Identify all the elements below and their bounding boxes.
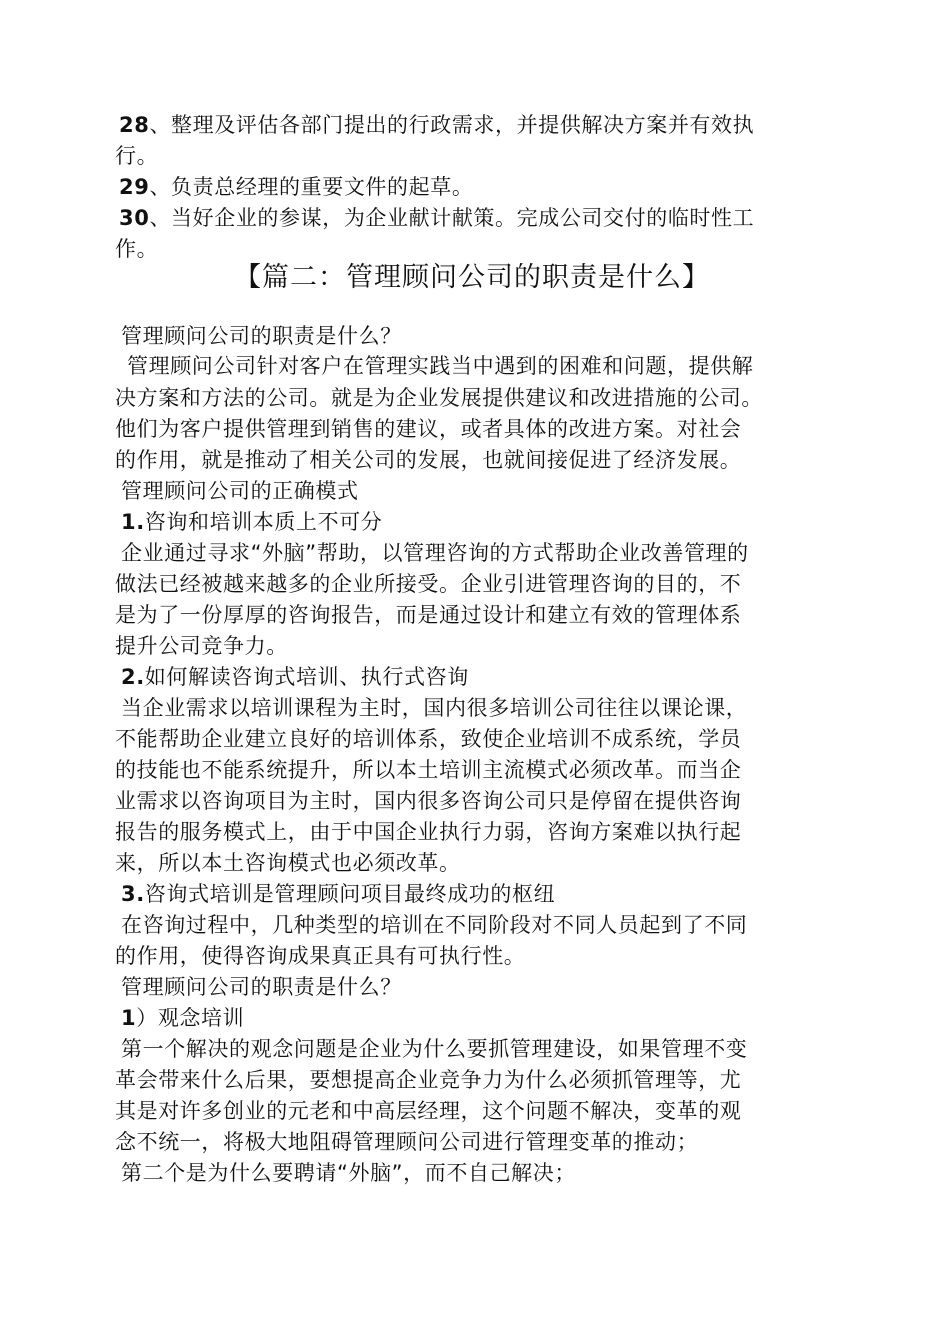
- paragraph-line: 是为了一份厚厚的咨询报告，而是通过设计和建立有效的管理体系: [115, 603, 742, 627]
- subsection-1: [121, 507, 382, 537]
- paragraph-line: 念不统一，将极大地阻碍管理顾问公司进行管理变革的推动；: [115, 1130, 699, 1154]
- subsection-text: 咨询式培训是管理顾问项目最终成功的枢纽: [144, 882, 556, 906]
- item-text: 、当好企业的参谋，为企业献计献策。完成公司交付的临时性工: [149, 206, 755, 230]
- question-heading: 管理顾问公司的职责是什么？: [121, 975, 402, 999]
- paragraph-line: 的作用，使得咨询成果真正具有可执行性。: [115, 944, 526, 968]
- paragraph-line: 其是对许多创业的元老和中高层经理，这个问题不解决，变革的观: [115, 1099, 742, 1123]
- item-number: 28: [119, 113, 150, 137]
- paragraph-line: 革会带来什么后果，要想提高企业竞争力为什么必须抓管理等，尤: [115, 1068, 742, 1092]
- subsection-concept-training: [121, 1003, 244, 1033]
- question-heading: 管理顾问公司的职责是什么？: [121, 324, 402, 348]
- item-number: 30: [119, 206, 150, 230]
- subsection-2: [121, 662, 469, 692]
- paragraph-line: 他们为客户提供管理到销售的建议，或者具体的改进方案。对社会: [115, 417, 742, 441]
- subsection-text: ）观念培训: [136, 1006, 245, 1030]
- paragraph-line: 第一个解决的观念问题是企业为什么要抓管理建设，如果管理不变: [121, 1037, 748, 1061]
- paragraph-line: 不能帮助企业建立良好的培训体系，致使企业培训不成系统，学员: [115, 727, 742, 751]
- item-text: 、整理及评估各部门提出的行政需求，并提供解决方案并有效执: [149, 113, 755, 137]
- paragraph-line: 的技能也不能系统提升，所以本土培训主流模式必须改革。而当企: [115, 758, 742, 782]
- list-item-30-continued: 作。: [115, 237, 159, 261]
- section-title: 【篇二：管理顾问公司的职责是什么】: [234, 262, 710, 293]
- subsection-number: 3.: [121, 882, 145, 906]
- subsection-text: 咨询和培训本质上不可分: [144, 510, 383, 534]
- item-number: 29: [119, 175, 150, 199]
- subsection-number: 1.: [121, 510, 145, 534]
- paragraph-line: 当企业需求以培训课程为主时，国内很多培训公司往往以课论课，: [121, 696, 748, 720]
- paragraph-line: 在咨询过程中，几种类型的培训在不同阶段对不同人员起到了不同: [121, 913, 748, 937]
- paragraph-line: 提升公司竞争力。: [115, 634, 288, 658]
- subsection-3: [121, 879, 555, 909]
- list-item-28: [119, 110, 754, 140]
- paragraph-line: 企业通过寻求“外脑”帮助，以管理咨询的方式帮助企业改善管理的: [121, 541, 749, 565]
- paragraph-line: 第二个是为什么要聘请“外脑”，而不自己解决；: [121, 1161, 576, 1185]
- paragraph-line: 报告的服务模式上，由于中国企业执行力弱，咨询方案难以执行起: [115, 820, 742, 844]
- paragraph-line: 管理顾问公司针对客户在管理实践当中遇到的困难和问题，提供解: [127, 354, 754, 378]
- subheading-model: 管理顾问公司的正确模式: [121, 479, 359, 503]
- subsection-number: 2.: [121, 665, 145, 689]
- paragraph-line: 决方案和方法的公司。就是为企业发展提供建议和改进措施的公司。: [115, 386, 763, 410]
- list-item-30: [119, 203, 754, 233]
- paragraph-line: 来，所以本土咨询模式也必须改革。: [115, 851, 461, 875]
- item-text: 、负责总经理的重要文件的起草。: [149, 175, 474, 199]
- paragraph-line: 做法已经被越来越多的企业所接受。企业引进管理咨询的目的，不: [115, 572, 742, 596]
- paragraph-line: 的作用，就是推动了相关公司的发展，也就间接促进了经济发展。: [115, 448, 742, 472]
- subsection-number: 1: [121, 1006, 137, 1030]
- list-item-29: [119, 172, 473, 202]
- subsection-text: 如何解读咨询式培训、执行式咨询: [144, 665, 469, 689]
- list-item-28-continued: 行。: [115, 144, 159, 168]
- paragraph-line: 业需求以咨询项目为主时，国内很多咨询公司只是停留在提供咨询: [115, 789, 742, 813]
